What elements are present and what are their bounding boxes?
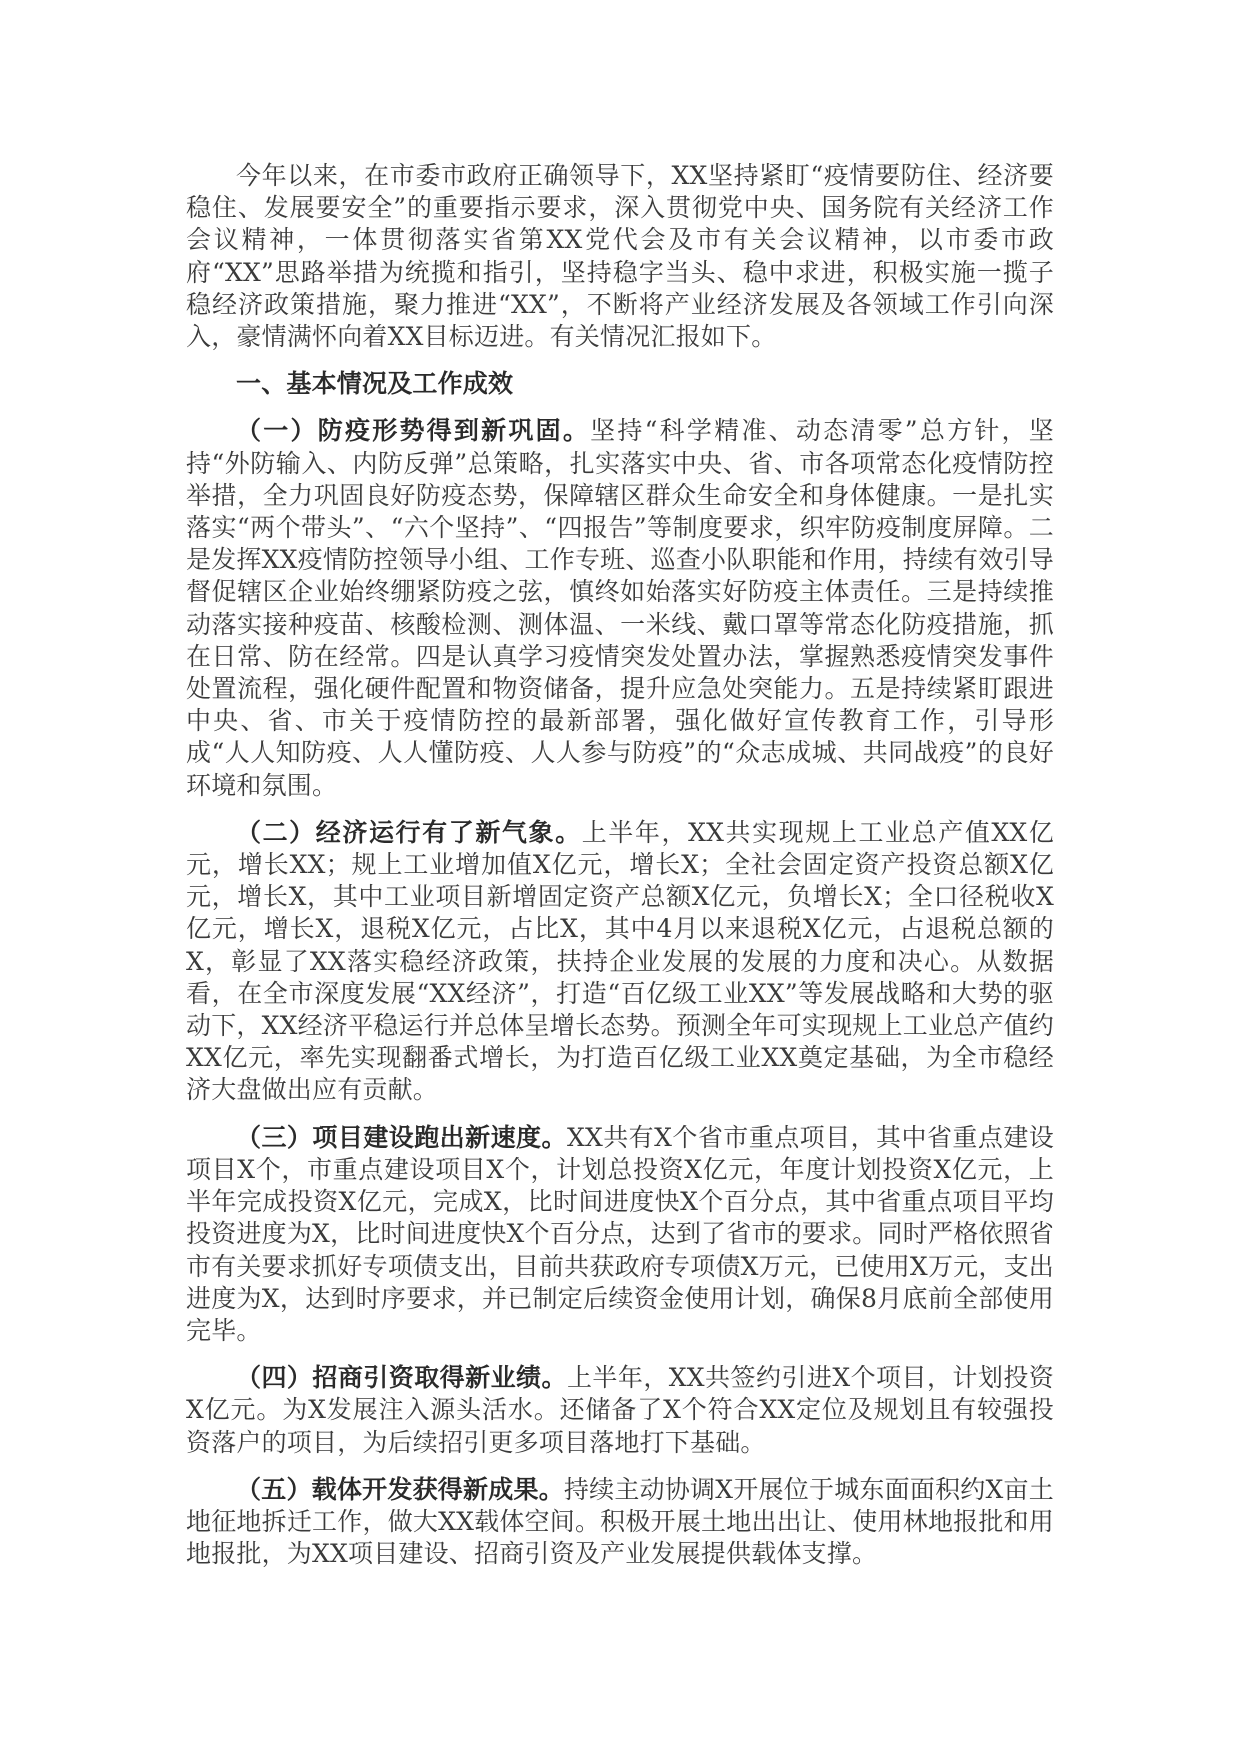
subsection-body: XX共有X个省市重点项目，其中省重点建设项目X个，市重点建设项目X个，计划总投资X亿元，年度计划投资X亿元，上半年完成投资X亿元，完成X，比时间进度快X个百分点，其中省重点项目平均投资进度为X，比时间进度快X个百分点，达到了省市的要求。同时严格依照省市有关要求抓好专项债支出，目前共获政府专项债X万元，已使用X万元，支出进度为X，达到时序要求，并已制定后续资金使用计划，确保8月底前全部使用完毕。 bbox=[186, 1122, 1054, 1345]
subsection-body: 持续主动协调X开展位于城东面面积约X亩土地征地拆迁工作，做大XX载体空间。积极开展土地出出让、使用林地报批和用地报批，为XX项目建设、招商引资及产业发展提供载体支撑。 bbox=[186, 1474, 1054, 1569]
subsection-lead: （二）经济运行有了新气象。 bbox=[236, 817, 582, 847]
subsection-lead: （一）防疫形势得到新巩固。 bbox=[236, 416, 591, 446]
intro-paragraph: 今年以来，在市委市政府正确领导下，XX坚持紧盯“疫情要防住、经济要稳住、发展要安全”的重要指示要求，深入贯彻党中央、国务院有关经济工作会议精神，一体贯彻落实省第XX党代会及市有关会议精神，以市委市政府“XX”思路举措为统揽和指引，坚持稳字当头、稳中求进，积极实施一揽子稳经济政策措施，聚力推进“XX”，不断将产业经济发展及各领域工作引向深入，豪情满怀向着XX目标迈进。有关情况汇报如下。 bbox=[186, 161, 1054, 352]
subsection-lead: （三）项目建设跑出新速度。 bbox=[236, 1122, 567, 1152]
subsection-body: 上半年，XX共实现规上工业总产值XX亿元，增长XX；规上工业增加值X亿元，增长X；全社会固定资产投资总额X亿元，增长X，其中工业项目新增固定资产总额X亿元，负增长X；全口径税收X亿元，增长X，退税X亿元，占比X，其中4月以来退税X亿元，占退税总额的X，彰显了XX落实稳经济政策，扶持企业发展的发展的力度和决心。从数据看，在全市深度发展“XX经济”，打造“百亿级工业XX”等发展战略和大势的驱动下，XX经济平稳运行并总体呈增长态势。预测全年可实现规上工业总产值约XX亿元，率先实现翻番式增长，为打造百亿级工业XX奠定基础，为全市稳经济大盘做出应有贡献。 bbox=[186, 817, 1054, 1105]
section-heading: 一、基本情况及工作成效 bbox=[236, 369, 514, 399]
subsection-land-development bbox=[186, 1474, 1054, 1571]
subsection-body: 坚持“科学精准、动态清零”总方针，坚持“外防输入、内防反弹”总策略，扎实落实中央、省、市各项常态化疫情防控举措，全力巩固良好防疫态势，保障辖区群众生命安全和身体健康。一是扎实落实“两个带头”、“六个坚持”、“四报告”等制度要求，织牢防疫制度屏障。二是发挥XX疫情防控领导小组、工作专班、巡查小队职能和作用，持续有效引导督促辖区企业始终绷紧防疫之弦，慎终如始落实好防疫主体责任。三是持续推动落实接种疫苗、核酸检测、测体温、一米线、戴口罩等常态化防疫措施，抓在日常、防在经常。四是认真学习疫情突发处置办法，掌握熟悉疫情突发事件处置流程，强化硬件配置和物资储备，提升应急处突能力。五是持续紧盯跟进中央、省、市关于疫情防控的最新部署，强化做好宣传教育工作，引导形成“人人知防疫、人人懂防疫、人人参与防疫”的“众志成城、共同战疫”的良好环境和氛围。 bbox=[186, 416, 1054, 800]
subsection-body: 上半年，XX共签约引进X个项目，计划投资X亿元。为X发展注入源头活水。还储备了X个符合XX定位及规划且有较强投资落户的项目，为后续招引更多项目落地打下基础。 bbox=[186, 1363, 1054, 1457]
document-page bbox=[186, 160, 1054, 1585]
subsection-lead: （五）载体开发获得新成果。 bbox=[236, 1474, 564, 1504]
subsection-lead: （四）招商引资取得新业绩。 bbox=[236, 1363, 567, 1393]
subsection-investment bbox=[186, 1362, 1054, 1459]
subsection-epidemic bbox=[186, 415, 1054, 801]
subsection-economy bbox=[186, 817, 1054, 1107]
subsection-projects bbox=[186, 1122, 1054, 1347]
